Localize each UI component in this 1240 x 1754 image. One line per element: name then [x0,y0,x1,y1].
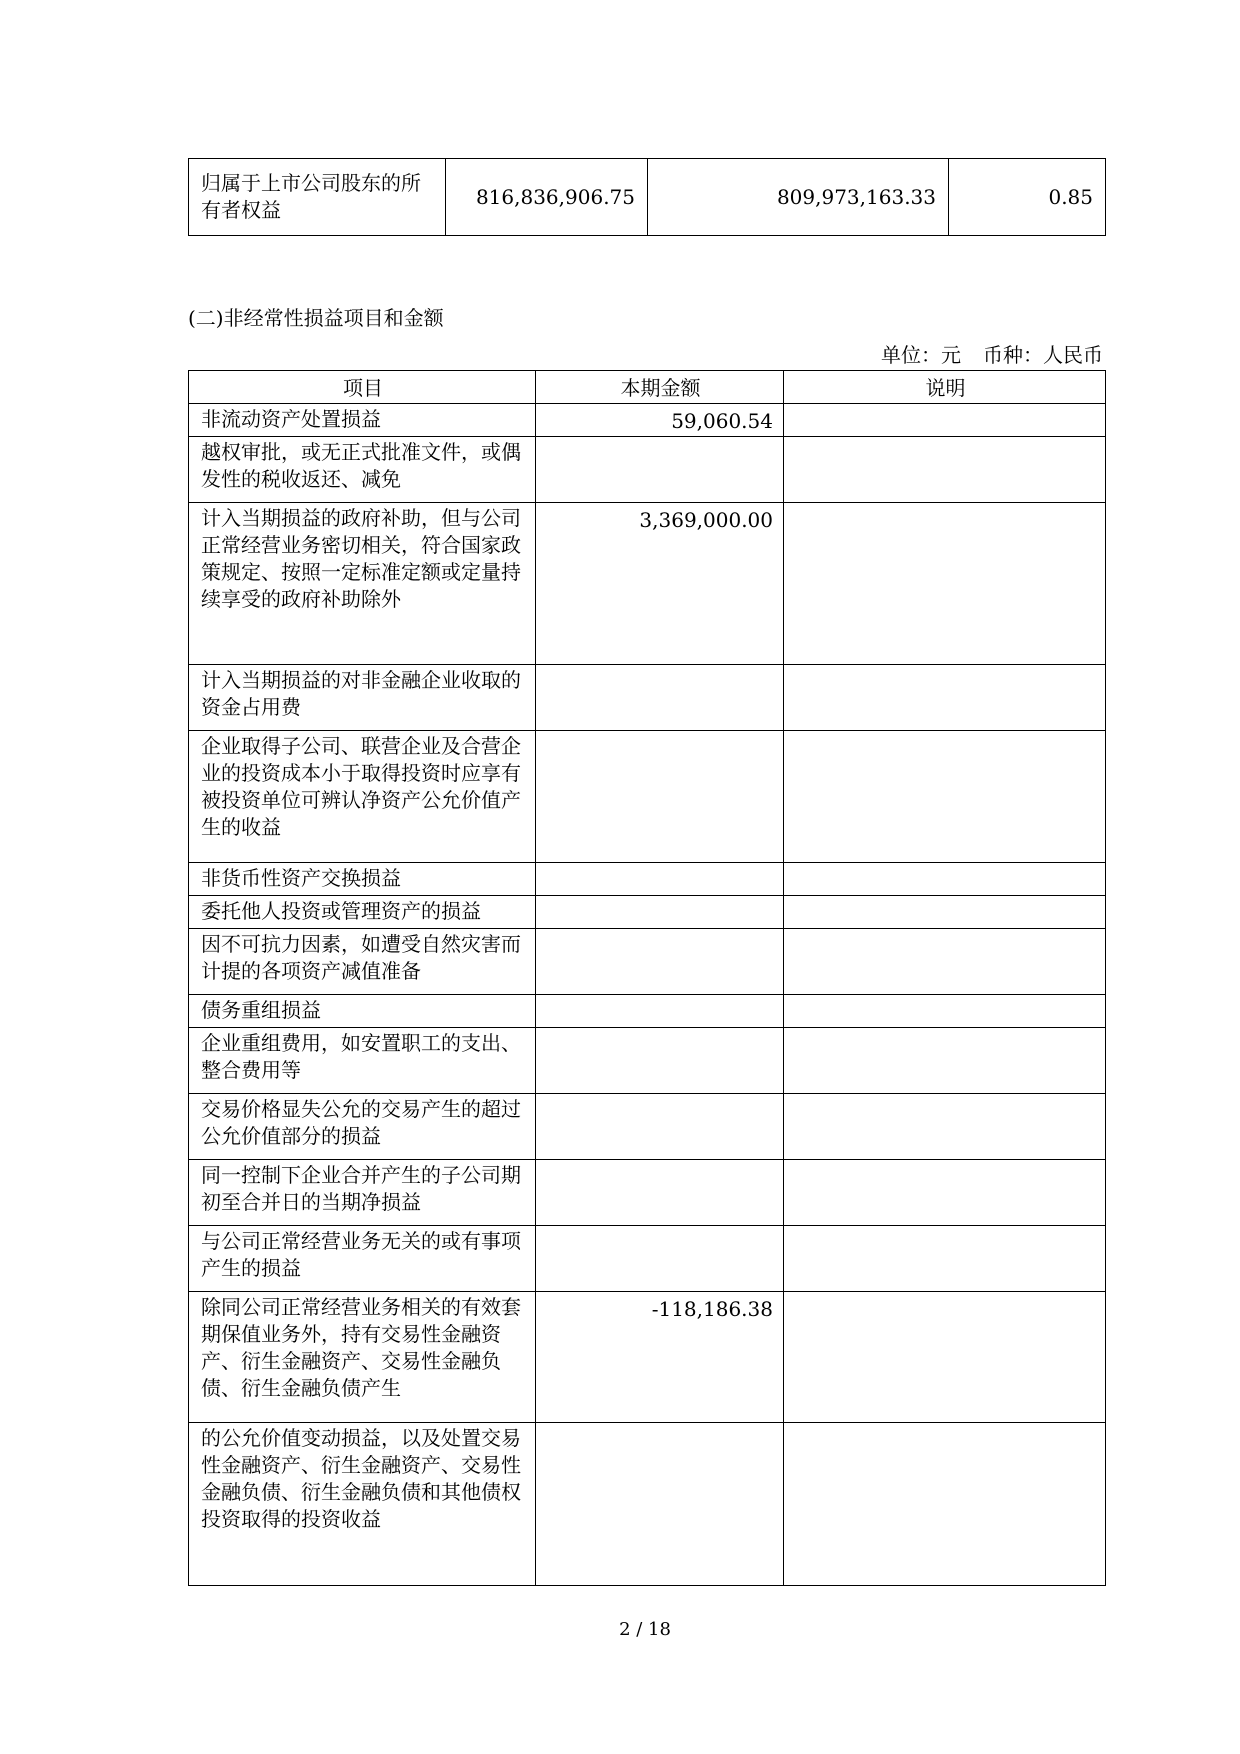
equity-current-value: 816,836,906.75 [446,159,648,236]
row-amount [536,1028,784,1094]
table-row [189,404,1106,437]
row-note [784,1094,1106,1160]
row-item: 的公允价值变动损益，以及处置交易性金融资产、衍生金融资产、交易性金融负债、衍生金融负债和其他债权投资取得的投资收益 [189,1423,536,1586]
row-note [784,1028,1106,1094]
row-item: 因不可抗力因素，如遭受自然灾害而计提的各项资产减值准备 [189,929,536,995]
row-amount [536,929,784,995]
row-amount: -118,186.38 [536,1292,784,1423]
equity-summary-table [188,158,1106,236]
non-recurring-items-table [188,370,1106,1586]
row-amount [536,896,784,929]
row-item: 企业重组费用，如安置职工的支出、整合费用等 [189,1028,536,1094]
row-note [784,995,1106,1028]
table-header-row [189,371,1106,404]
table-row [189,929,1106,995]
row-item: 企业取得子公司、联营企业及合营企业的投资成本小于取得投资时应享有被投资单位可辨认净资产公允价值产生的收益 [189,731,536,863]
equity-previous-value: 809,973,163.33 [648,159,949,236]
row-amount [536,863,784,896]
table-row [189,863,1106,896]
row-note [784,503,1106,665]
row-note [784,404,1106,437]
row-item: 与公司正常经营业务无关的或有事项产生的损益 [189,1226,536,1292]
row-amount [536,731,784,863]
row-item: 同一控制下企业合并产生的子公司期初至合并日的当期净损益 [189,1160,536,1226]
section-title: (二)非经常性损益项目和金额 [188,306,444,330]
row-item: 非流动资产处置损益 [189,404,536,437]
table-row [189,1160,1106,1226]
row-amount [536,1094,784,1160]
table-row [189,437,1106,503]
row-note [784,731,1106,863]
unit-label: 单位：元 [881,343,961,367]
table-row [189,503,1106,665]
row-note [784,1160,1106,1226]
header-item: 项目 [189,371,536,404]
currency-label: 币种：人民币 [983,343,1103,367]
header-amount: 本期金额 [536,371,784,404]
row-note [784,929,1106,995]
row-item: 委托他人投资或管理资产的损益 [189,896,536,929]
row-note [784,437,1106,503]
table-row [189,665,1106,731]
row-note [784,665,1106,731]
row-amount [536,1160,784,1226]
page-number: 2 / 18 [619,1619,671,1640]
row-item: 计入当期损益的对非金融企业收取的资金占用费 [189,665,536,731]
equity-label: 归属于上市公司股东的所有者权益 [189,159,446,236]
row-amount [536,995,784,1028]
table-row [189,1423,1106,1586]
row-amount [536,1423,784,1586]
row-item: 非货币性资产交换损益 [189,863,536,896]
table-row [189,731,1106,863]
table-row [189,1094,1106,1160]
row-item: 越权审批，或无正式批准文件，或偶发性的税收返还、减免 [189,437,536,503]
row-item: 债务重组损益 [189,995,536,1028]
row-note [784,896,1106,929]
row-item: 交易价格显失公允的交易产生的超过公允价值部分的损益 [189,1094,536,1160]
row-note [784,863,1106,896]
table-row [189,1226,1106,1292]
row-amount [536,1226,784,1292]
header-note: 说明 [784,371,1106,404]
row-amount: 3,369,000.00 [536,503,784,665]
table-row [189,1292,1106,1423]
row-amount [536,665,784,731]
table-row [189,896,1106,929]
row-note [784,1292,1106,1423]
equity-change-percent: 0.85 [949,159,1106,236]
row-amount: 59,060.54 [536,404,784,437]
table-row [189,159,1106,236]
row-note [784,1423,1106,1586]
row-item: 计入当期损益的政府补助，但与公司正常经营业务密切相关，符合国家政策规定、按照一定标准定额或定量持续享受的政府补助除外 [189,503,536,665]
table-row [189,995,1106,1028]
row-amount [536,437,784,503]
unit-currency-line [881,341,1103,369]
row-item: 除同公司正常经营业务相关的有效套期保值业务外，持有交易性金融资产、衍生金融资产、交易性金融负债、衍生金融负债产生 [189,1292,536,1423]
table-row [189,1028,1106,1094]
row-note [784,1226,1106,1292]
